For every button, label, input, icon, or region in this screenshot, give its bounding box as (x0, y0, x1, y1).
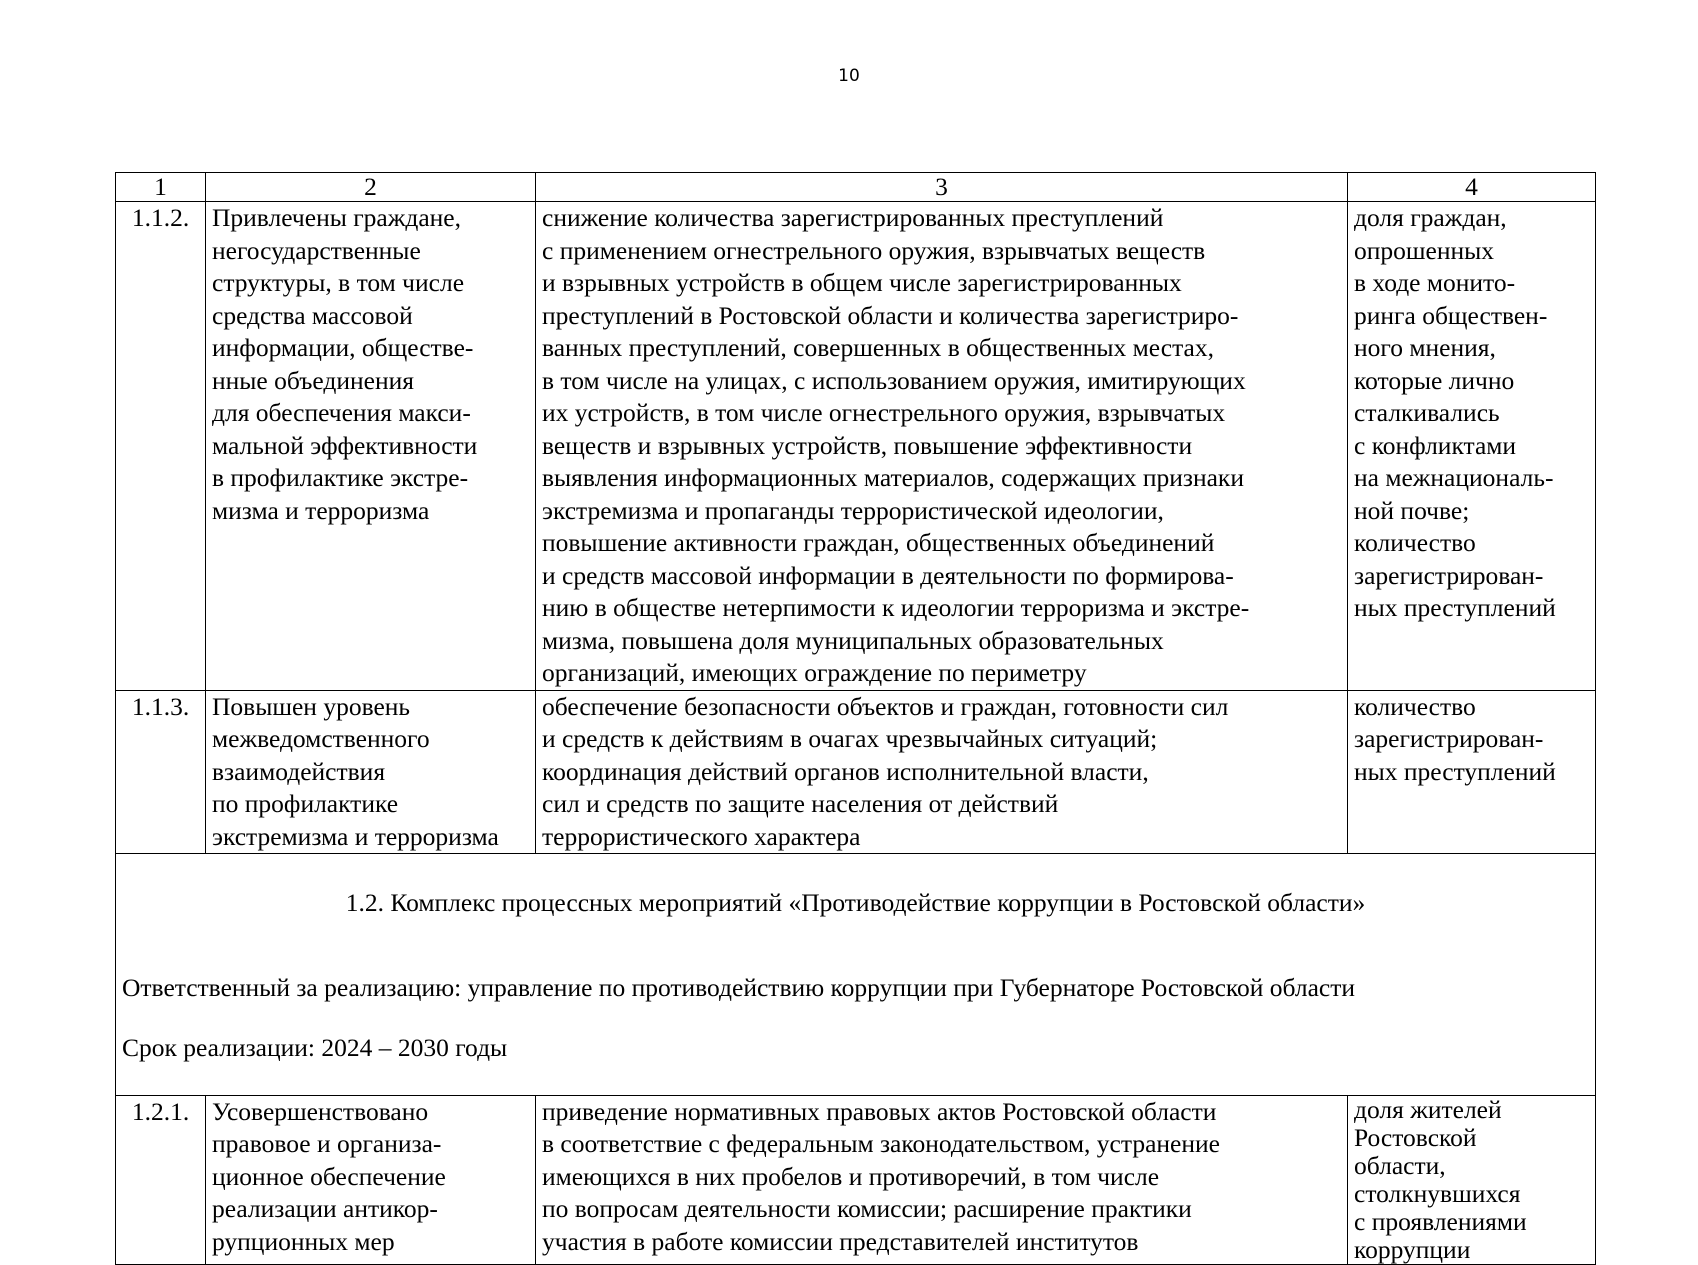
section-responsible: Ответственный за реализацию: управление по противодействию коррупции при Губернаторе Ростовской области (122, 972, 1356, 1002)
column-header-1: 1 (116, 173, 206, 202)
section-title: 1.2. Комплекс процессных мероприятий «Противодействие коррупции в Ростовской области» (345, 887, 1366, 917)
indicator-cell: доля граждан, опрошенных в ходе монито- ринга обществен- ного мнения, которые лично сталкивались с конфликтами на межнациональ- ной почве; количество зарегистрирован- ных преступлений (1348, 202, 1596, 691)
task-cell: Повышен уровень межведомственного взаимодействия по профилактике экстремизма и терроризма (206, 690, 536, 854)
indicator-cell: количество зарегистрирован- ных преступлений (1348, 690, 1596, 854)
row-number: 1.2.1. (116, 1095, 206, 1264)
page-number: 10 (838, 66, 860, 86)
task-cell: Привлечены граждане, негосударственные структуры, в том числе средства массовой информации, обществе- нные объединения для обеспечения макси- мальной эффективности в профилактике экстре- мизма и терроризма (206, 202, 536, 691)
section-cell (116, 854, 1596, 1096)
table-row (116, 202, 1596, 691)
section-term: Срок реализации: 2024 – 2030 годы (122, 1033, 508, 1062)
column-header-2: 2 (206, 173, 536, 202)
row-number: 1.1.2. (116, 202, 206, 691)
row-number: 1.1.3. (116, 690, 206, 854)
column-header-3: 3 (536, 173, 1348, 202)
description-cell: приведение нормативных правовых актов Ростовской области в соответствие с федеральным законодательством, устранение имеющихся в них пробелов и противоречий, в том числе по вопросам деятельности комиссии; расширение практики участия в работе комиссии представителей институтов (536, 1095, 1348, 1264)
table-row (116, 1095, 1596, 1264)
column-header-4: 4 (1348, 173, 1596, 202)
task-cell: Усовершенствовано правовое и организа- ционное обеспечение реализации антикор- рупционных мер (206, 1095, 536, 1264)
results-table (115, 172, 1596, 1265)
indicator-cell: доля жителей Ростовской области, столкнувшихся с проявлениями коррупции (1348, 1095, 1596, 1264)
description-cell: снижение количества зарегистрированных преступлений с применением огнестрельного оружия, взрывчатых веществ и взрывных устройств в общем числе зарегистрированных преступлений в Ростовской области и количества зарегистриро- ванных преступлений, совершенных в общественных местах, в том числе на улицах, с использованием оружия, имитирующих их устройств, в том числе огнестрельного оружия, взрывчатых веществ и взрывных устройств, повышение эффективности выявления информационных материалов, содержащих признаки экстремизма и пропаганды террористической идеологии, повышение активности граждан, общественных объединений и средств массовой информации в деятельности по формирова- нию в обществе нетерпимости к идеологии терроризма и экстре- мизма, повышена доля муниципальных образовательных организаций, имеющих ограждение по периметру (536, 202, 1348, 691)
table-header-row (116, 173, 1596, 202)
table-row (116, 690, 1596, 854)
section-row (116, 854, 1596, 1096)
description-cell: обеспечение безопасности объектов и граждан, готовности сил и средств к действиям в очагах чрезвычайных ситуаций; координация действий органов исполнительной власти, сил и средств по защите населения от действий террористического характера (536, 690, 1348, 854)
